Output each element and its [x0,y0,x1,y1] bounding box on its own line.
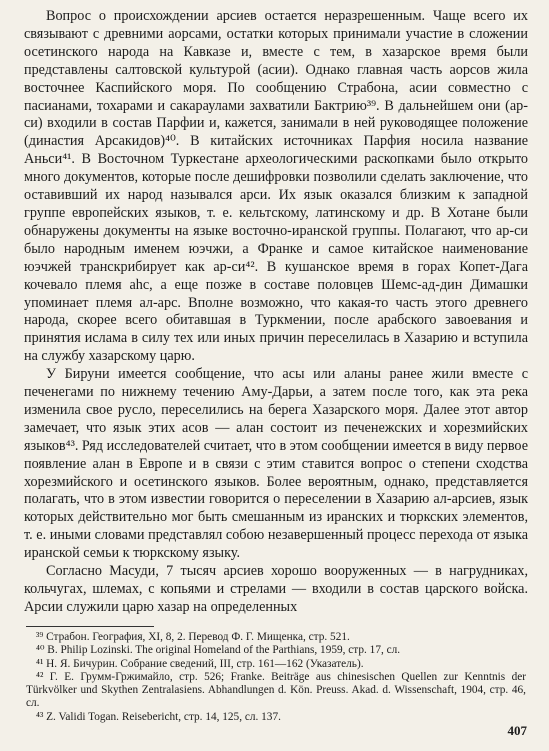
footnote-42: ⁴² Г. Е. Грумм-Гржимайло, стр. 526; Franke. Beiträge aus chinesischen Quellen zur Kenntnis der Türkvölker und Skythen Zentralasiens. Abhandlungen d. Kön. Preuss. Akad. d. Wissenschaft, 1904, стр. 46, сл. [26,670,526,710]
main-text [24,8,528,617]
footnote-39: ³⁹ Страбон. География, XI, 8, 2. Перевод Ф. Г. Мищенка, стр. 521. [36,631,350,643]
paragraph-arsii-origin: Вопрос о происхождении арсиев остается неразрешенным. Чаще всего их связывают с древними аорсами, остатки которых принимали участие в сложении осетинского народа на Кавказе и, вместе с тем, в хазарское время были представлены салтовской культурой (асии). Однако главная часть аорсов жила восточнее Каспийского моря. По сообщению Страбона, асии совместно с пасианами, тохарами и сакараулами захватили Бактрию³⁹. В дальнейшем они (ар-си) входили в состав Парфии и, кажется, занимали в ней руководящее положение (династия Арсакидов)⁴⁰. В китайских источниках Парфия носила название Аньси⁴¹. В Восточном Туркестане археологическими раскопками было открыто много документов, которые после дешифровки позволили сделать заключение, что оставивший их народ назывался арси. Их язык оказался близким к западной группе европейских языков, т. е. кельтскому, латинскому и др. В Хотане были обнаружены документы на языке восточно-иранской группы. Полагают, что ар-си было народным именем юэчжи, а Франке и самое китайское наименование юэчжей транскрибирует как ар-си⁴². В кушанское время в горах Копет-Дага кочевало племя аһс, а еще позже в составе половцев Шемс-ад-дин Димашки упоминает племя ал-арс. Вполне возможно, что какая-то часть этого древнего народа, скорее всего обитавшая в Туркмении, после арабского завоевания и принятия ислама в силу тех или иных причин переселилась в Хазарию и вступила на службу хазарскому царю. [24,8,528,365]
footnotes [26,631,526,724]
page-number: 407 [507,723,527,738]
footnote-divider [26,626,154,627]
footnote-43: ⁴³ Z. Validi Togan. Reisebericht, стр. 14, 125, сл. 137. [36,710,281,723]
footnote-40: ⁴⁰ B. Philip Lozinski. The original Homeland of the Parthians, 1959, стр. 17, сл. [36,644,401,657]
footnote-41: ⁴¹ Н. Я. Бичурин. Собрание сведений, III, стр. 161—162 (Указатель). [36,657,364,670]
paragraph-biruni: У Бируни имеется сообщение, что асы или аланы ранее жили вместе с печенегами по нижнему течению Аму-Дарьи, а затем после того, как эта река изменила свое русло, переселились на берега Хазарского моря. Далее этот автор замечает, что язык этих асов — алан состоит из печенежских и хорезмийских языков⁴³. Ряд исследователей считает, что в этом сообщении имеется в виду первое появление алан в Европе и в связи с этим ставится вопрос о степени сходства хорезмийского и осетинского языков. Более вероятным, однако, представляется полагать, что в этом известии говорится о переселении в Хазарию ал-арсиев, язык которых действительно мог быть смешанным из иранских и тюркских элементов, т. е. иными словами представлял собою незавершенный процесс перехода от языка иранской семьи к тюркскому языку. [24,366,528,562]
paragraph-masudi: Согласно Масуди, 7 тысяч арсиев хорошо вооруженных — в нагрудниках, кольчугах, шлемах, с копьями и стрелами — входили в состав царского войска. Арсии служили царю хазар на определенных [24,563,528,615]
